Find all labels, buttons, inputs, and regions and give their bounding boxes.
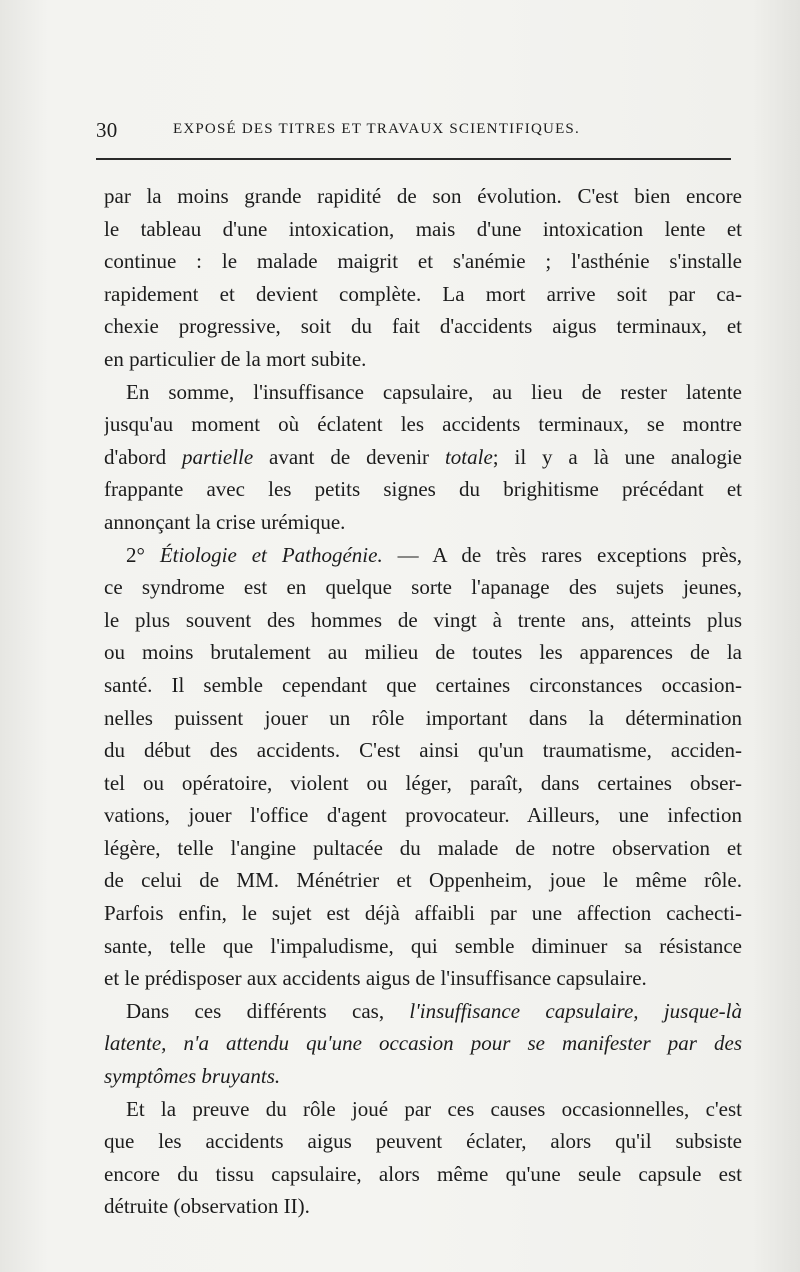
- text-line: chexie progressive, soit du fait d'accidents aigus terminaux, et: [104, 314, 742, 339]
- text-line: continue : le malade maigrit et s'anémie ; l'asthénie s'installe: [104, 249, 742, 274]
- text-run: Dans ces différents cas,: [126, 998, 410, 1023]
- italic-run: partielle: [181, 444, 254, 469]
- page-number: 30: [96, 118, 118, 142]
- text-run: — A de très rares exceptions près,: [382, 542, 742, 567]
- text-line: par la moins grande rapidité de son évolution. C'est bien encore: [104, 184, 742, 208]
- text-line-mixed: [104, 539, 742, 572]
- text-line: sante, telle que l'impaludisme, qui semble diminuer sa résistance: [104, 933, 742, 958]
- text-line: et le prédisposer aux accidents aigus de l'insuffisance capsulaire.: [104, 966, 647, 991]
- text-line: ou moins brutalement au milieu de toutes les apparences de la: [104, 640, 742, 665]
- text-line: encore du tissu capsulaire, alors même qu'une seule capsule est: [104, 1161, 742, 1186]
- italic-line: symptômes bruyants.: [104, 1064, 281, 1089]
- text-run: d'abord: [104, 444, 182, 469]
- text-run: 2°: [126, 542, 160, 567]
- text-line: Et la preuve du rôle joué par ces causes occasionnelles, c'est: [126, 1096, 742, 1121]
- text-line: détruite (observation II).: [104, 1194, 310, 1219]
- body-text: [104, 180, 742, 1223]
- text-line-mixed: [104, 995, 742, 1028]
- text-line: rapidement et devient complète. La mort arrive soit par ca-: [104, 281, 742, 306]
- text-line: ce syndrome est en quelque sorte l'apanage des sujets jeunes,: [104, 575, 742, 600]
- text-line-mixed: [104, 441, 742, 474]
- text-line: de celui de MM. Ménétrier et Oppenheim, joue le même rôle.: [104, 868, 742, 893]
- section-heading: Étiologie et Pathogénie.: [159, 542, 383, 567]
- header-rule: [96, 158, 731, 160]
- text-run: ; il y a là une analogie: [492, 444, 742, 469]
- text-line: jusqu'au moment où éclatent les accidents terminaux, se montre: [104, 412, 742, 437]
- text-line: que les accidents aigus peuvent éclater, alors qu'il subsiste: [104, 1129, 742, 1154]
- text-line: en particulier de la mort subite.: [104, 346, 367, 371]
- text-line: annonçant la crise urémique.: [104, 509, 346, 534]
- text-line: tel ou opératoire, violent ou léger, paraît, dans certaines obser-: [104, 770, 742, 795]
- text-line: Parfois enfin, le sujet est déjà affaibli par une affection cachecti-: [104, 901, 742, 926]
- text-line: légère, telle l'angine pultacée du malade de notre observation et: [104, 835, 742, 860]
- italic-line: latente, n'a attendu qu'une occasion pour se manifester par des: [104, 1031, 742, 1056]
- text-line: vations, jouer l'office d'agent provocateur. Ailleurs, une infection: [104, 803, 742, 828]
- italic-run: totale: [444, 444, 493, 469]
- text-line: santé. Il semble cependant que certaines circonstances occasion-: [104, 672, 742, 697]
- text-line: le plus souvent des hommes de vingt à trente ans, atteints plus: [104, 607, 742, 632]
- italic-run: l'insuffisance capsulaire, jusque-là: [409, 998, 742, 1023]
- text-line: le tableau d'une intoxication, mais d'une intoxication lente et: [104, 216, 742, 241]
- text-line: frappante avec les petits signes du brighitisme précédant et: [104, 477, 742, 502]
- text-run: avant de devenir: [253, 444, 445, 469]
- running-title: EXPOSÉ DES TITRES ET TRAVAUX SCIENTIFIQUES.: [173, 121, 580, 137]
- text-line: du début des accidents. C'est ainsi qu'un traumatisme, acciden-: [104, 738, 742, 763]
- text-line: nelles puissent jouer un rôle important dans la détermination: [104, 705, 742, 730]
- text-line: En somme, l'insuffisance capsulaire, au lieu de rester latente: [126, 379, 742, 404]
